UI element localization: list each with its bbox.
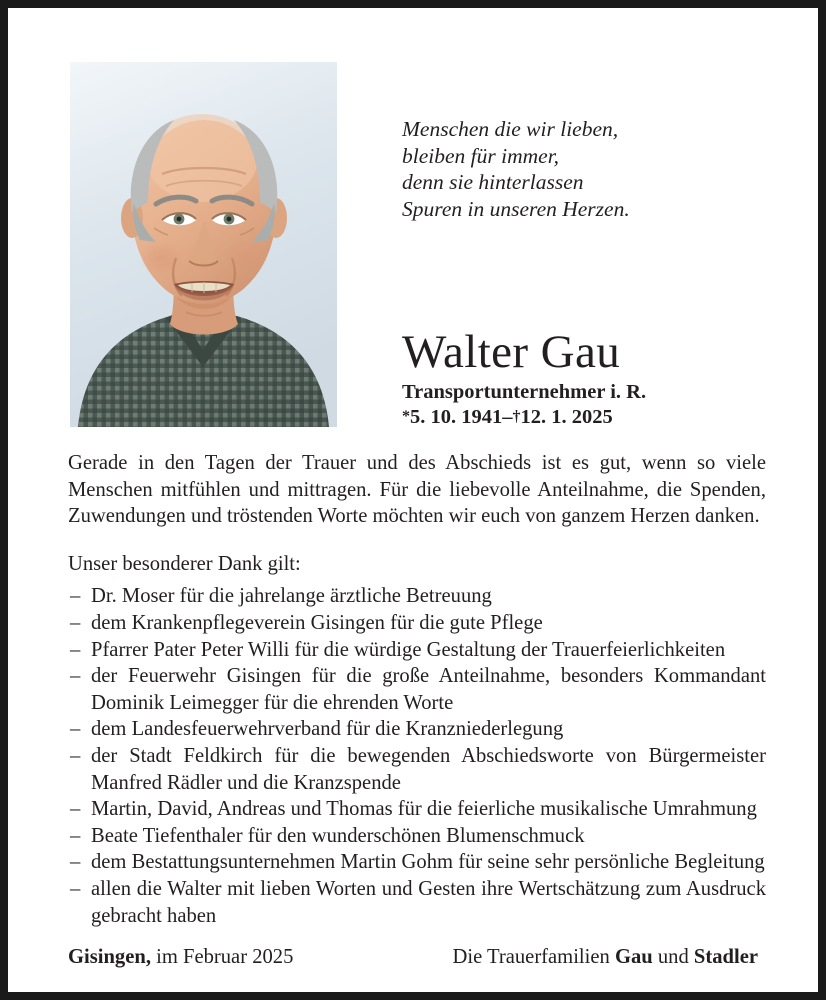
list-item (68, 849, 766, 876)
list-item (68, 743, 766, 796)
verse-line-3: denn sie hinterlassen (402, 170, 584, 194)
list-item-text: Dr. Moser für die jahrelange ärztliche Betreuung (91, 585, 492, 608)
verse-line-4: Spuren in unseren Herzen. (402, 196, 630, 221)
list-item (68, 583, 766, 610)
birth-date: 5. 10. 1941 (410, 406, 503, 428)
footer-place: Gisingen, (68, 946, 151, 968)
list-item (68, 823, 766, 850)
list-item-text: Beate Tiefenthaler für den wunderschönen Blumenschmuck (91, 824, 585, 847)
list-bullet: – (70, 638, 81, 661)
portrait-photo (70, 62, 337, 427)
families-conjunction: und (652, 946, 694, 968)
list-item-text: Pfarrer Pater Peter Willi für die würdige Gestaltung der Trauerfeierlichkeiten (91, 638, 726, 661)
list-item-text: allen die Walter mit lieben Worten und Gesten ihre Wertschätzung zum Ausdruck gebracht haben (91, 877, 766, 927)
deceased-name: Walter Gau (402, 326, 621, 378)
list-bullet: – (70, 824, 81, 847)
header-area (8, 8, 818, 428)
memorial-verse (402, 116, 762, 222)
body-area (68, 450, 766, 929)
deceased-name-block (402, 326, 782, 429)
list-item (68, 876, 766, 929)
list-item-text: Martin, David, Andreas und Thomas für die feierliche musikalische Umrahmung (91, 798, 757, 821)
list-bullet: – (70, 718, 81, 741)
thanks-list (68, 583, 766, 929)
footer-date: im Februar 2025 (150, 946, 294, 968)
verse-line-1: Menschen die wir lieben, (402, 117, 619, 141)
footer-families (453, 944, 758, 970)
list-bullet: – (70, 611, 81, 634)
list-item-text: der Stadt Feldkirch für die bewegenden Abschiedsworte von Bürgermeister Manfred Rädler und die Kranzspende (91, 744, 766, 794)
verse-line-2: bleiben für immer, (402, 143, 560, 168)
deceased-profession: Transportunternehmer i. R. (402, 381, 647, 403)
list-bullet: – (70, 744, 81, 767)
list-bullet: – (70, 665, 81, 688)
list-item (68, 663, 766, 716)
list-item (68, 610, 766, 637)
birth-symbol: * (402, 408, 410, 425)
life-dates (402, 405, 782, 429)
list-bullet: – (70, 585, 81, 608)
intro-paragraph: Gerade in den Tagen der Trauer und des Abschieds ist es gut, wenn so viele Menschen mitfühlen und mittragen. Für die liebevolle Anteilnahme, die Spenden, Zuwendungen und tröstenden Worte möchten wir euch von ganzem Herzen danken. (68, 452, 766, 528)
list-item (68, 796, 766, 823)
death-date: 12. 1. 2025 (520, 406, 613, 428)
list-item (68, 716, 766, 743)
footer (68, 944, 758, 970)
footer-place-date (68, 944, 293, 970)
list-item-text: dem Bestattungsunternehmen Martin Gohm für seine sehr persönliche Begleitung (91, 851, 765, 874)
family-name-two: Stadler (693, 946, 758, 968)
list-item-text: dem Landesfeuerwehrverband für die Kranzniederlegung (91, 718, 564, 741)
list-item-text: dem Krankenpflegeverein Gisingen für die gute Pflege (91, 611, 543, 634)
list-bullet: – (70, 877, 81, 900)
notice-inner-page (8, 8, 818, 992)
list-item-text: der Feuerwehr Gisingen für die große Anteilnahme, besonders Kommandant Dominik Leimegger für die ehrenden Worte (91, 665, 766, 714)
death-symbol: † (512, 408, 521, 425)
list-item (68, 637, 766, 664)
list-bullet: – (70, 851, 81, 874)
family-name-one: Gau (614, 946, 653, 968)
portrait-illustration (70, 62, 337, 427)
families-prefix: Die Trauerfamilien (452, 946, 615, 968)
thanks-heading: Unser besonderer Dank gilt: (68, 552, 301, 575)
list-bullet: – (70, 798, 81, 821)
date-separator: – (502, 406, 513, 428)
